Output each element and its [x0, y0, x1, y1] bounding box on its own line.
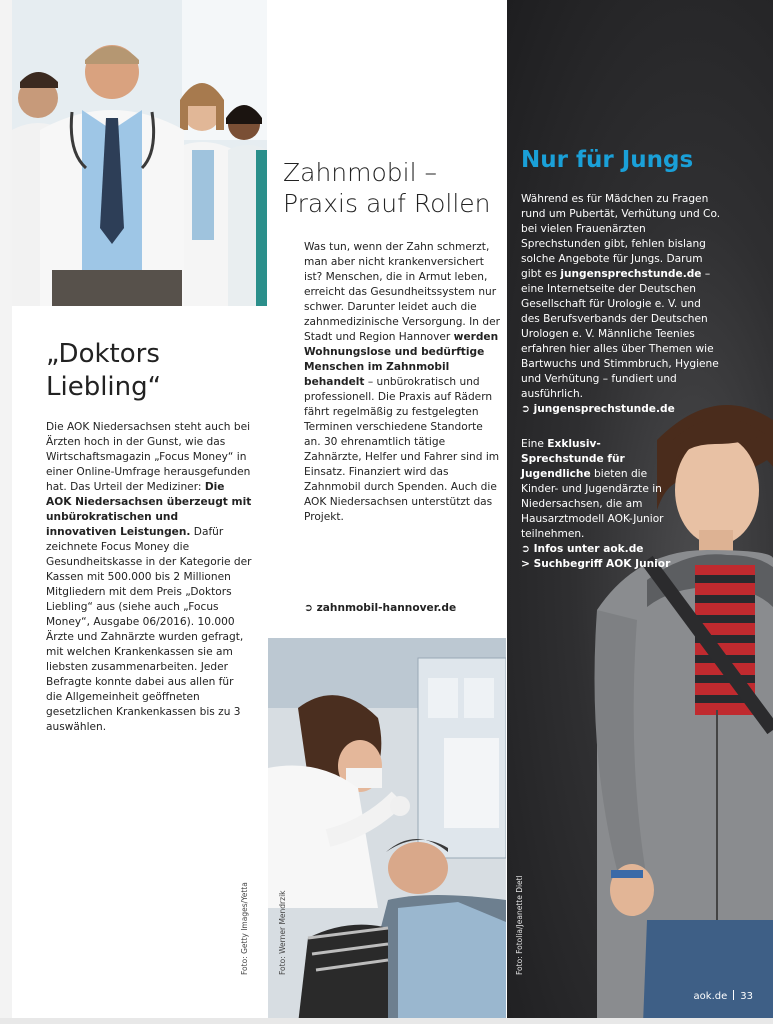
jungs-body2-text — [521, 437, 671, 572]
zahnmobil-body-text — [304, 240, 500, 525]
jungs-body-text — [521, 192, 721, 417]
jungs-headline: Nur für Jungs — [521, 147, 694, 173]
jungs-body-part2: – eine Internetseite der Deutschen Gesellschaft für Urologie e. V. und des Berufsverbands der Deutschen Urologen e. V. Männliche Teenies erfahren hier alles über Themen wie Bartwuchs und Stimmbruch, Hygiene und Verhütung – fundiert und ausführlich. — [521, 268, 719, 400]
zahnmobil-headline-line2: Praxis auf Rollen — [283, 189, 491, 218]
doctors-body-highlight: Die AOK Niedersachsen überzeugt mit unbürokratischen und innovativen Leistungen. — [46, 481, 252, 538]
arrow-circle-icon: ➲ — [304, 602, 313, 614]
arrow-circle-icon: ➲ — [521, 403, 530, 415]
footer-divider — [733, 990, 734, 1000]
zahnmobil-body-part2: – unbürokratisch und professionell. Die Praxis auf Rädern fährt regelmäßig zu festgelegten Terminen verschiedene Standorte an. 30 ehrenamtlich tätige Zahnärzte, Helfer und Fahrer sind im Einsatz. Finanziert wird das Zahnmobil durch Spenden. Auch die AOK Niedersachsen unterstützt das Projekt. — [304, 376, 500, 523]
dentist-photo-credit: Foto: Werner Mendrzik — [278, 890, 287, 975]
aok-junior-link[interactable] — [521, 542, 671, 572]
doctors-body-text — [46, 420, 252, 735]
jungs-body-part1: Während es für Mädchen zu Fragen rund um Pubertät, Verhütung und Co. bei vielen Frauenärzten Sprechstunden gibt, fehlen bislang solche Angebote für Jungs. Darum gibt es — [521, 193, 721, 280]
jungensprechstunde-link[interactable] — [521, 402, 721, 417]
column-doctors — [12, 0, 267, 1024]
doctors-headline-line2: Liebling“ — [46, 372, 162, 402]
zahnmobil-headline-line1: Zahnmobil – — [283, 158, 437, 187]
bottom-strip — [0, 1018, 773, 1024]
page-footer — [694, 990, 753, 1002]
doctors-body-part2: Dafür zeichnete Focus Money die Gesundheitskasse in der Kategorie der Kassen mit 500.000 bis 2 Millionen Mitgliedern mit dem Preis „Doktors Liebling“ aus (siehe auch „Focus Money“, Ausgabe 06/2016). 10.000 Ärzte und Zahnärzte wurden gefragt, mit welchen Krankenkassen sie am liebsten zusammenarbeiten. Jeder Befragte konnte dabei aus allen für die Allgemeinheit geöffneten gesetzlichen Krankenkassen bis zu 3 auswählen. — [46, 526, 252, 733]
column-jungs — [507, 0, 773, 1024]
page-gutter — [0, 0, 12, 1024]
column-zahnmobil — [268, 0, 506, 1024]
jungensprechstunde-link-text: jungensprechstunde.de — [533, 403, 675, 415]
jungs-body2-highlight: Exklusiv-Sprechstunde für Jugendliche — [521, 438, 625, 480]
doctors-photo — [12, 0, 267, 306]
jungs-body2-part1: Eine — [521, 438, 548, 450]
doctors-body-part1: Die AOK Niedersachsen steht auch bei Ärzten hoch in der Gunst, wie das Wirtschaftsmagazin „Focus Money“ in einer Online-Umfrage herausgefunden hat. Das Urteil der Mediziner: — [46, 421, 251, 493]
page-number: 33 — [740, 991, 753, 1002]
zahnmobil-link-text: zahnmobil-hannover.de — [316, 602, 457, 614]
dentist-photo — [268, 638, 506, 1024]
doctors-headline — [46, 338, 256, 404]
boy-photo-credit: Foto: Fotolia/Jeanette Dietl — [515, 875, 524, 975]
zahnmobil-body-part1: Was tun, wenn der Zahn schmerzt, man aber nicht krankenversichert ist? Menschen, die in Armut leben, erreicht das Gesundheitssystem nur schwer. Darunter leidet auch die zahnmedizinische Versorgung. In der Stadt und Region Hannover — [304, 241, 500, 343]
dentist-illustration — [268, 638, 506, 1024]
zahnmobil-link[interactable] — [304, 602, 456, 614]
zahnmobil-headline — [283, 157, 503, 219]
footer-site: aok.de — [693, 991, 728, 1002]
aok-junior-link-line1: Infos unter aok.de — [533, 543, 644, 555]
jungs-body2-part2: bieten die Kinder- und Jugendärzte in Niedersachsen, die am Hausarztmodell AOK-Junior teilnehmen. — [521, 468, 664, 540]
arrow-circle-icon: ➲ — [521, 543, 530, 555]
doctors-headline-line1: „Doktors — [46, 339, 160, 369]
zahnmobil-body-highlight: werden Wohnungslose und bedürftige Menschen im Zahnmobil behandelt — [304, 331, 499, 388]
aok-junior-link-line2: > Suchbegriff AOK Junior — [521, 558, 671, 570]
jungs-body-highlight: jungensprechstunde.de — [560, 268, 702, 280]
doctors-photo-credit: Foto: Getty Images/Yetta — [240, 882, 249, 975]
doctors-illustration — [12, 0, 267, 306]
